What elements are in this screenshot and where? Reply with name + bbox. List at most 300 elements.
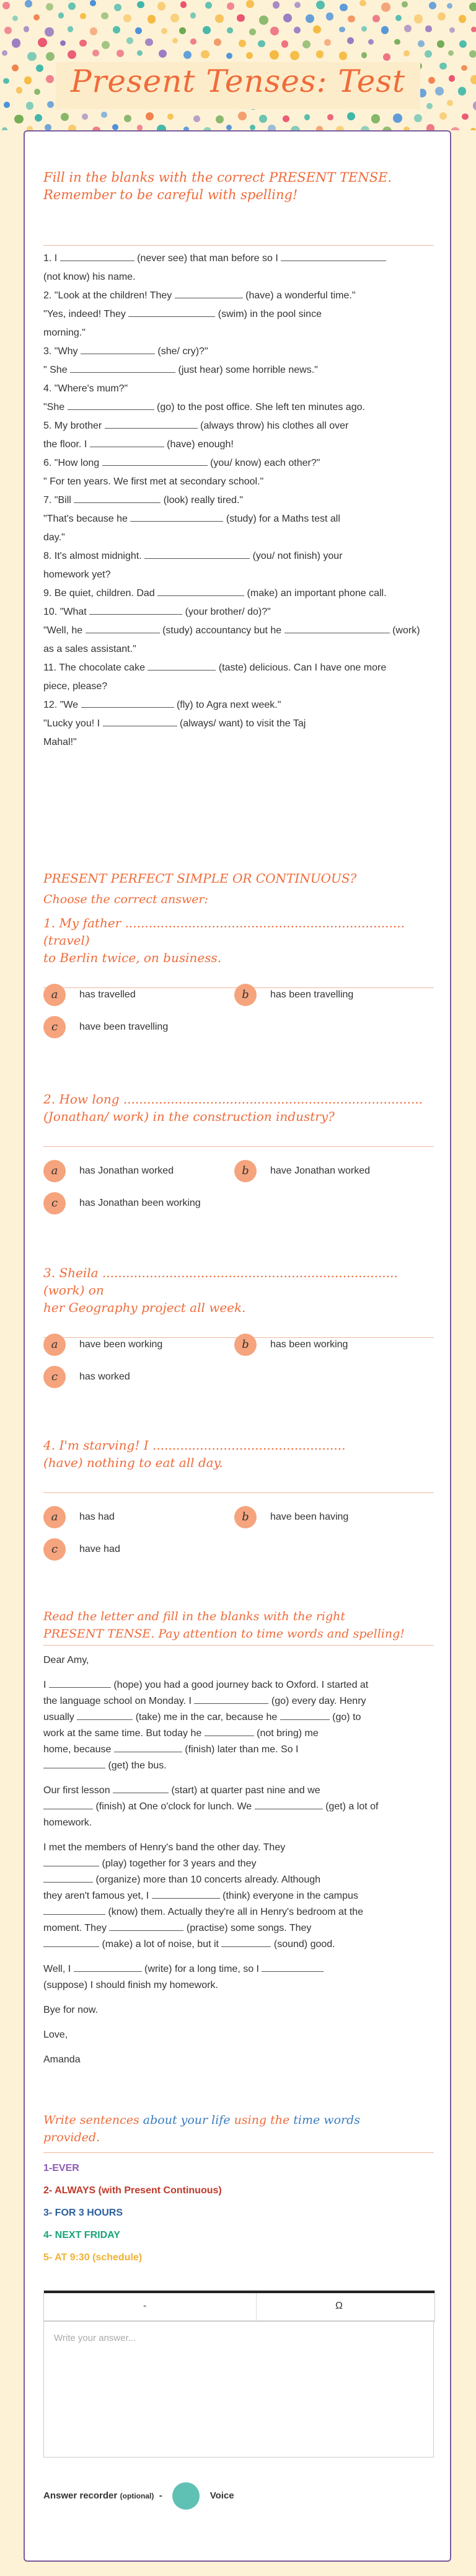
confetti-dot <box>281 40 289 48</box>
answer-blank[interactable] <box>43 1936 99 1947</box>
confetti-dot <box>237 14 245 22</box>
exercise-line <box>43 716 434 732</box>
exercise-text: (get) a lot of <box>322 1801 379 1812</box>
worksheet-card <box>24 130 451 2562</box>
answer-blank[interactable] <box>43 1872 93 1883</box>
confetti-dot <box>361 26 367 32</box>
answer-blank[interactable] <box>194 1693 268 1704</box>
answer-table <box>43 2290 435 2322</box>
instruction-highlight: time words <box>293 2113 361 2127</box>
confetti-dot <box>170 14 179 22</box>
divider <box>43 1492 434 1493</box>
exercise-text: home, because <box>43 1744 114 1755</box>
answer-blank[interactable] <box>105 418 198 429</box>
confetti-dot <box>146 112 154 120</box>
answer-recorder <box>43 2482 234 2507</box>
confetti-dot <box>58 12 64 18</box>
page-title: Present Tenses: Test <box>70 63 406 99</box>
confetti-dot <box>190 12 196 18</box>
confetti-dot <box>12 38 21 48</box>
instruction-text: using the <box>230 2113 294 2127</box>
exercise-text: (start) at quarter past nine and we <box>169 1785 320 1796</box>
confetti-dot <box>326 12 334 20</box>
confetti-dot <box>473 101 476 110</box>
exercise-text: morning." <box>43 328 86 338</box>
confetti-dot <box>294 2 301 8</box>
question-4 <box>43 1437 434 1493</box>
exercise-text: (play) together for 3 years and they <box>99 1858 257 1869</box>
exercise-text: (just hear) some horrible news." <box>175 365 318 375</box>
answer-blank[interactable] <box>114 1742 182 1752</box>
option-text: have been having <box>270 1512 349 1523</box>
option-letter-badge: c <box>43 1366 66 1388</box>
answer-blank[interactable] <box>49 1677 111 1688</box>
exercise-line <box>43 251 434 267</box>
exercise-text: Well, I <box>43 1964 74 1974</box>
question-text: her Geography project all week. <box>43 1300 246 1315</box>
confetti-dot <box>418 40 425 47</box>
answer-blank[interactable] <box>86 623 160 633</box>
confetti-dot <box>339 51 348 60</box>
question-text: to Berlin twice, on business. <box>43 950 222 965</box>
confetti-dot <box>27 126 33 130</box>
answer-blank[interactable] <box>221 1936 271 1947</box>
answer-blank[interactable] <box>130 511 223 522</box>
answer-blank[interactable] <box>205 1726 254 1736</box>
exercise-line <box>43 437 434 453</box>
option-text: have had <box>79 1544 120 1555</box>
option-letter-badge: c <box>43 1016 66 1038</box>
question-3 <box>43 1264 434 1338</box>
confetti-dot <box>4 27 12 34</box>
instruction-line: PRESENT TENSE. Pay attention to time words and spelling! <box>43 1627 405 1641</box>
confetti-dot <box>148 15 156 23</box>
recorder-dash: - <box>159 2490 162 2502</box>
confetti-dot <box>381 2 390 12</box>
answer-blank[interactable] <box>43 1856 99 1866</box>
confetti-dot <box>113 26 120 33</box>
answer-option-c[interactable] <box>43 1366 130 1388</box>
answer-blank[interactable] <box>109 1920 183 1931</box>
exercise-text: the language school on Monday. I <box>43 1696 195 1706</box>
confetti-dot <box>90 0 96 6</box>
confetti-dot <box>395 15 402 21</box>
option-letter-badge: a <box>43 1334 66 1356</box>
exercise-text: work at the same time. But today he <box>43 1728 205 1739</box>
confetti-dot <box>359 0 366 6</box>
confetti-dot <box>451 127 460 130</box>
exercise-text: "She <box>43 402 68 412</box>
exercise-line <box>43 1872 434 1888</box>
exercise-text: homework. <box>43 1817 92 1828</box>
confetti-dot <box>2 2 10 9</box>
confetti-dot <box>250 125 255 130</box>
answer-blank[interactable] <box>103 716 177 726</box>
answer-option-c[interactable] <box>43 1192 201 1214</box>
answer-blank[interactable] <box>255 1799 323 1809</box>
answer-blank[interactable] <box>128 306 215 317</box>
divider <box>43 245 434 246</box>
exercise-text: they aren't famous yet, I <box>43 1891 152 1901</box>
answer-option-b[interactable] <box>234 1160 370 1182</box>
confetti-dot <box>203 26 211 34</box>
exercise-line <box>43 1977 434 1994</box>
confetti-dot <box>258 40 265 48</box>
exercise-text: "That's because he <box>43 514 131 524</box>
option-text: has been travelling <box>270 989 354 1001</box>
exercise-text: "Yes, indeed! They <box>43 309 129 319</box>
answer-blank[interactable] <box>157 586 244 596</box>
exercise-text: Love, <box>43 2030 68 2040</box>
answer-blank[interactable] <box>81 344 155 354</box>
confetti-dot <box>270 50 279 60</box>
answer-blank[interactable] <box>70 362 175 373</box>
exercise-line <box>43 306 434 323</box>
confetti-dot <box>4 102 10 108</box>
confetti-dot <box>283 14 292 22</box>
answer-blank[interactable] <box>281 251 386 261</box>
question-text: 1. My father ....................................................................... (travel) <box>43 916 405 948</box>
option-letter-badge: b <box>234 1506 257 1528</box>
recorder-label: Answer recorder <box>43 2490 118 2502</box>
confetti-dot <box>393 114 402 123</box>
time-word: 3- FOR 3 HOURS <box>43 2208 123 2218</box>
exercise-line <box>43 1961 434 1977</box>
confetti-dot <box>273 1 280 9</box>
exercise-text: (get) the bus. <box>105 1760 167 1771</box>
exercise-line <box>43 530 434 546</box>
confetti-dot <box>226 53 232 59</box>
option-text: have been working <box>79 1339 163 1350</box>
confetti-dot <box>316 1 325 9</box>
confetti-dot <box>14 115 24 124</box>
confetti-dot <box>394 39 400 45</box>
confetti-dot <box>68 125 76 130</box>
confetti-dot <box>414 114 422 122</box>
exercise-line <box>43 1953 434 1961</box>
exercise-text: (organize) more than 10 concerts already. Although <box>93 1874 321 1885</box>
exercise-text: (look) really tired." <box>161 495 244 506</box>
exercise-line <box>43 1904 434 1920</box>
confetti-dot <box>112 124 118 130</box>
confetti-dot <box>161 28 167 34</box>
answer-textarea[interactable] <box>43 2321 434 2458</box>
answer-blank[interactable] <box>77 1709 133 1720</box>
exercise-text: (swim) in the pool since <box>215 309 322 319</box>
exercise-line <box>43 269 434 285</box>
confetti-dot <box>470 128 476 130</box>
confetti-dot <box>291 126 300 130</box>
confetti-dot <box>38 38 47 47</box>
option-text: has worked <box>79 1371 130 1383</box>
confetti-dot <box>46 52 55 61</box>
answer-option-b[interactable] <box>234 984 353 1006</box>
exercise-text: as a sales assistant." <box>43 644 136 654</box>
answer-blank[interactable] <box>74 1961 142 1972</box>
confetti-dot <box>92 50 99 56</box>
confetti-dot <box>26 102 33 109</box>
confetti-dot <box>283 115 289 122</box>
confetti-dot <box>90 27 97 35</box>
divider <box>43 1146 434 1147</box>
answer-blank[interactable] <box>43 1904 105 1915</box>
exercise-line <box>43 1936 434 1953</box>
confetti-dot <box>47 101 54 108</box>
confetti-dot <box>290 51 299 60</box>
exercise-text: I <box>43 1680 49 1690</box>
answer-blank[interactable] <box>43 1758 105 1768</box>
exercise-text: (always/ want) to visit the Taj <box>177 718 306 729</box>
exercise-text: (think) everyone in the campus <box>219 1891 358 1901</box>
confetti-dot <box>246 0 254 8</box>
answer-blank[interactable] <box>144 548 250 559</box>
confetti-dot <box>402 1 408 7</box>
confetti-dot <box>316 126 323 130</box>
answer-option-c[interactable] <box>43 1538 120 1561</box>
exercise-line <box>43 1856 434 1872</box>
confetti-dot <box>347 112 355 120</box>
confetti-dot <box>383 53 390 61</box>
confetti-dot <box>404 25 412 32</box>
answer-option-a[interactable] <box>43 1334 162 1356</box>
confetti-dot <box>137 125 143 130</box>
confetti-dot <box>336 126 344 130</box>
section2-subheading: Choose the correct answer: <box>43 893 208 906</box>
exercise-line <box>43 660 434 676</box>
voice-record-button[interactable] <box>172 2482 200 2510</box>
voice-label: Voice <box>209 2490 234 2502</box>
instruction-line: Read the letter and fill in the blanks with the right <box>43 1610 346 1623</box>
confetti-dot <box>205 2 212 9</box>
answer-placeholder: Write your answer... <box>54 2333 136 2343</box>
option-text: has Jonathan worked <box>79 1165 174 1177</box>
exercise-line <box>43 325 434 341</box>
exercise-line <box>43 1669 434 1677</box>
confetti-dot <box>123 14 132 23</box>
confetti-dot <box>46 3 53 11</box>
exercise-line <box>43 2002 434 2018</box>
confetti-dot <box>471 27 476 33</box>
exercise-text: (she/ cry)?" <box>154 346 208 357</box>
exercise-line <box>43 344 434 360</box>
confetti-dot <box>438 12 446 20</box>
exercise-text: I met the members of Henry's band the other day. They <box>43 1842 286 1853</box>
confetti-dot <box>403 50 410 56</box>
confetti-dot <box>459 15 467 23</box>
confetti-dot <box>259 16 268 25</box>
table-column-2: Ω <box>335 2301 343 2311</box>
question-text: 2. How long ............................................................................ <box>43 1092 423 1107</box>
confetti-dot <box>167 114 174 120</box>
exercise-text: (fly) to Agra next week." <box>174 700 281 710</box>
confetti-dot <box>45 27 53 36</box>
option-letter-badge: c <box>43 1538 66 1561</box>
confetti-dot <box>183 51 192 59</box>
exercise-line <box>43 362 434 378</box>
divider <box>43 1645 434 1646</box>
confetti-dot <box>102 41 110 49</box>
answer-blank[interactable] <box>175 288 243 298</box>
answer-blank[interactable] <box>43 1799 93 1809</box>
confetti-dot <box>117 50 124 57</box>
answer-option-b[interactable] <box>234 1506 348 1528</box>
answer-blank[interactable] <box>152 1888 220 1899</box>
confetti-dot <box>316 50 324 58</box>
answer-blank[interactable] <box>60 251 134 261</box>
instruction-line: Fill in the blanks with the correct PRESENT TENSE. <box>43 170 392 185</box>
exercise-text: 4. "Where's mum?" <box>43 383 128 394</box>
instruction-line: provided. <box>43 2131 100 2144</box>
exercise-line <box>43 1742 434 1758</box>
confetti-dot <box>145 38 152 46</box>
confetti-dot <box>61 113 69 121</box>
answer-option-c[interactable] <box>43 1016 168 1038</box>
time-word: 5- AT 9:30 (schedule) <box>43 2252 143 2263</box>
exercise-text: piece, please? <box>43 681 108 692</box>
answer-blank[interactable] <box>68 399 154 410</box>
confetti-dot <box>68 26 73 32</box>
exercise-text: 6. "How long <box>43 458 102 468</box>
exercise-line <box>43 1677 434 1693</box>
confetti-dot <box>361 126 369 130</box>
answer-blank[interactable] <box>280 1709 330 1720</box>
exercise-line <box>43 455 434 471</box>
exercise-text: Bye for now. <box>43 2005 99 2015</box>
answer-blank[interactable] <box>284 623 390 633</box>
exercise-text: (your brother/ do)?" <box>182 607 271 617</box>
exercise-line <box>43 697 434 713</box>
exercise-text: (finish) at One o'clock for lunch. We <box>93 1801 255 1812</box>
confetti-dot <box>214 38 221 46</box>
exercise-text: (have) a wonderful time." <box>242 290 356 301</box>
confetti-dot <box>180 1 187 7</box>
exercise-text: (write) for a long time, so I <box>141 1964 262 1974</box>
option-text: has had <box>79 1512 115 1523</box>
exercise-text: 1. I <box>43 253 60 264</box>
confetti-dot <box>449 27 455 33</box>
confetti-dot <box>448 50 454 56</box>
option-letter-badge: c <box>43 1192 66 1214</box>
exercise-text: (finish) later than me. So I <box>182 1744 299 1755</box>
confetti-dot <box>216 115 224 123</box>
confetti-dot <box>429 2 436 9</box>
exercise-text: "Well, he <box>43 625 86 636</box>
exercise-text: (study) for a Maths test all <box>223 514 340 524</box>
answer-option-a[interactable] <box>43 1506 115 1528</box>
section1-instruction <box>43 169 392 203</box>
exercise-line <box>43 1758 434 1774</box>
confetti-dot <box>306 14 314 23</box>
confetti-dot <box>137 1 144 9</box>
confetti-dot <box>68 2 76 10</box>
confetti-dot <box>324 39 331 46</box>
confetti-dot <box>179 27 186 34</box>
exercise-text: (make) a lot of noise, but it <box>99 1939 222 1950</box>
exercise-text: (hope) you had a good journey back to Oxford. I started at <box>110 1680 369 1690</box>
exercise-text: "Lucky you! I <box>43 718 103 729</box>
exercise-text: 8. It's almost midnight. <box>43 551 145 561</box>
exercise-text: (suppose) I should finish my homework. <box>43 1980 218 1990</box>
exercise-text: (not bring) me <box>253 1728 319 1739</box>
exercise-line <box>43 1888 434 1904</box>
answer-option-b[interactable] <box>234 1334 348 1356</box>
confetti-dot <box>159 50 167 58</box>
answer-option-a[interactable] <box>43 1160 174 1182</box>
exercise-line <box>43 1799 434 1815</box>
question-text: 4. I'm starving! I ................................................. <box>43 1438 346 1453</box>
exercise-text: 9. Be quiet, children. Dad <box>43 588 158 599</box>
exercise-text: day." <box>43 532 65 543</box>
question-text: (Jonathan/ work) in the construction industry? <box>43 1109 335 1124</box>
exercise-line <box>43 548 434 564</box>
option-letter-badge: a <box>43 984 66 1006</box>
answer-option-a[interactable] <box>43 984 136 1006</box>
confetti-dot <box>101 12 108 19</box>
answer-blank[interactable] <box>262 1961 324 1972</box>
divider <box>43 2152 434 2153</box>
confetti-dot <box>426 124 435 130</box>
exercise-line <box>43 2052 434 2068</box>
exercise-text: (you/ know) each other?" <box>207 458 320 468</box>
confetti-dot <box>227 27 233 33</box>
exercise-text: (not know) his name. <box>43 272 136 282</box>
confetti-dot <box>193 115 201 123</box>
confetti-dot <box>12 16 18 21</box>
section1-exercise <box>43 251 434 753</box>
answer-blank[interactable] <box>148 660 216 671</box>
exercise-line <box>43 586 434 602</box>
confetti-dot <box>126 37 133 44</box>
answer-blank[interactable] <box>81 697 174 708</box>
exercise-line <box>43 399 434 416</box>
confetti-dot <box>201 50 209 59</box>
exercise-line <box>43 288 434 304</box>
exercise-text: (taste) delicious. Can I have one more <box>216 662 387 673</box>
exercise-text: (go) to <box>329 1712 361 1723</box>
exercise-text: (know) them. Actually they're all in Henry's bedroom at the <box>105 1907 364 1917</box>
confetti-dot <box>137 50 143 56</box>
exercise-text: (sound) good. <box>271 1939 335 1950</box>
confetti-dot <box>372 15 380 22</box>
confetti-dot <box>215 14 224 23</box>
answer-blank[interactable] <box>102 455 208 466</box>
question-text: 3. Sheila ........................................................................... (work) on <box>43 1265 398 1298</box>
confetti-dot <box>25 0 32 7</box>
exercise-line <box>43 1783 434 1799</box>
exercise-text: 11. The chocolate cake <box>43 662 148 673</box>
table-header <box>44 2291 434 2321</box>
confetti-dot <box>426 103 433 109</box>
option-text: has travelled <box>79 989 136 1001</box>
exercise-line <box>43 2018 434 2027</box>
option-text: have Jonathan worked <box>270 1165 370 1177</box>
exercise-text: the floor. I <box>43 439 90 450</box>
recorder-optional: (optional) <box>120 2492 154 2501</box>
exercise-text: 5. My brother <box>43 421 105 431</box>
answer-blank[interactable] <box>89 604 182 615</box>
answer-blank[interactable] <box>113 1783 169 1793</box>
column-divider <box>256 2293 257 2320</box>
confetti-dot <box>157 2 166 11</box>
question-text: (have) nothing to eat all day. <box>43 1455 223 1470</box>
exercise-line <box>43 604 434 620</box>
confetti-dot <box>238 112 247 120</box>
confetti-dot <box>24 26 29 32</box>
time-word: 4- NEXT FRIDAY <box>43 2230 120 2240</box>
answer-blank[interactable] <box>90 437 164 447</box>
answer-blank[interactable] <box>74 492 161 503</box>
exercise-text: 3. "Why <box>43 346 81 357</box>
